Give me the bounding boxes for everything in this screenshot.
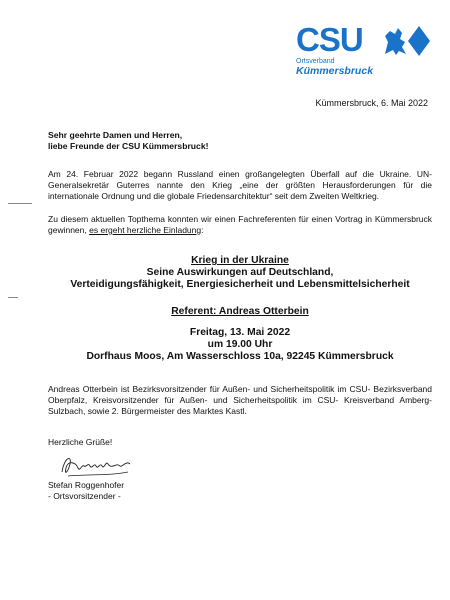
event-place: Dorfhaus Moos, Am Wasserschloss 10a, 92245 Kümmersbruck [86, 351, 394, 362]
logo-subtitle-small: Ortsverband [296, 58, 335, 65]
logo-wordmark: CSU [296, 21, 363, 58]
event-details [48, 327, 432, 363]
paragraph-intro: Am 24. Februar 2022 begann Russland einen großangelegten Überfall auf die Ukraine. UN-Generalsekretär Guterres nannte den Krieg „eine der größten Herausforderungen für die internationale Ordnung und die globale Friedensarchitektur“ seit dem Zweiten Weltkrieg. [48, 169, 432, 201]
invitation-lead: Zu diesem aktuellen Topthema konnten wir einen Fachreferenten für einen Vortrag in Kümmersbruck gewinnen, [48, 214, 432, 235]
paragraph-invitation [48, 214, 432, 236]
csu-logo [296, 22, 436, 77]
event-block [48, 255, 432, 291]
date-line: Kümmersbruck, 6. Mai 2022 [315, 98, 428, 108]
logo-subtitle-place: Kümmersbruck [296, 65, 374, 77]
event-subtitle-2: Verteidigungsfähigkeit, Energiesicherheit und Lebensmittelsicherheit [70, 279, 410, 290]
paragraph-speaker-bio: Andreas Otterbein ist Bezirksvorsitzender für Außen- und Sicherheitspolitik im CSU- Bezirksverband Oberpfalz, Kreisvorsitzender für Außen- und Sicherheitspolitik im CSU- Kreisverband Amberg- Sulzbach, sowie 2. Bürgermeister des Marktes Kastl. [48, 384, 432, 416]
lion-diamond-icon [381, 24, 433, 58]
event-time: um 19.00 Uhr [207, 339, 273, 350]
salutation-line-2: liebe Freunde der CSU Kümmersbruck! [48, 141, 209, 151]
handwritten-signature [58, 450, 138, 482]
event-title: Krieg in der Ukraine [191, 255, 289, 266]
speaker-line: Referent: Andreas Otterbein [171, 306, 309, 317]
salutation [48, 130, 208, 152]
event-date: Freitag, 13. Mai 2022 [189, 327, 291, 338]
invitation-tail: : [201, 225, 204, 235]
signer-role: - Ortsvorsitzender - [48, 491, 121, 501]
punch-mark [8, 297, 18, 298]
invitation-underlined: es ergeht herzliche Einladung [89, 225, 202, 235]
event-subtitle-1: Seine Auswirkungen auf Deutschland, [146, 267, 334, 278]
closing: Herzliche Grüße! [48, 437, 113, 447]
signer-name: Stefan Roggenhofer [48, 480, 125, 490]
fold-mark [8, 203, 32, 204]
salutation-line-1: Sehr geehrte Damen und Herren, [48, 130, 183, 140]
signer [48, 480, 124, 502]
